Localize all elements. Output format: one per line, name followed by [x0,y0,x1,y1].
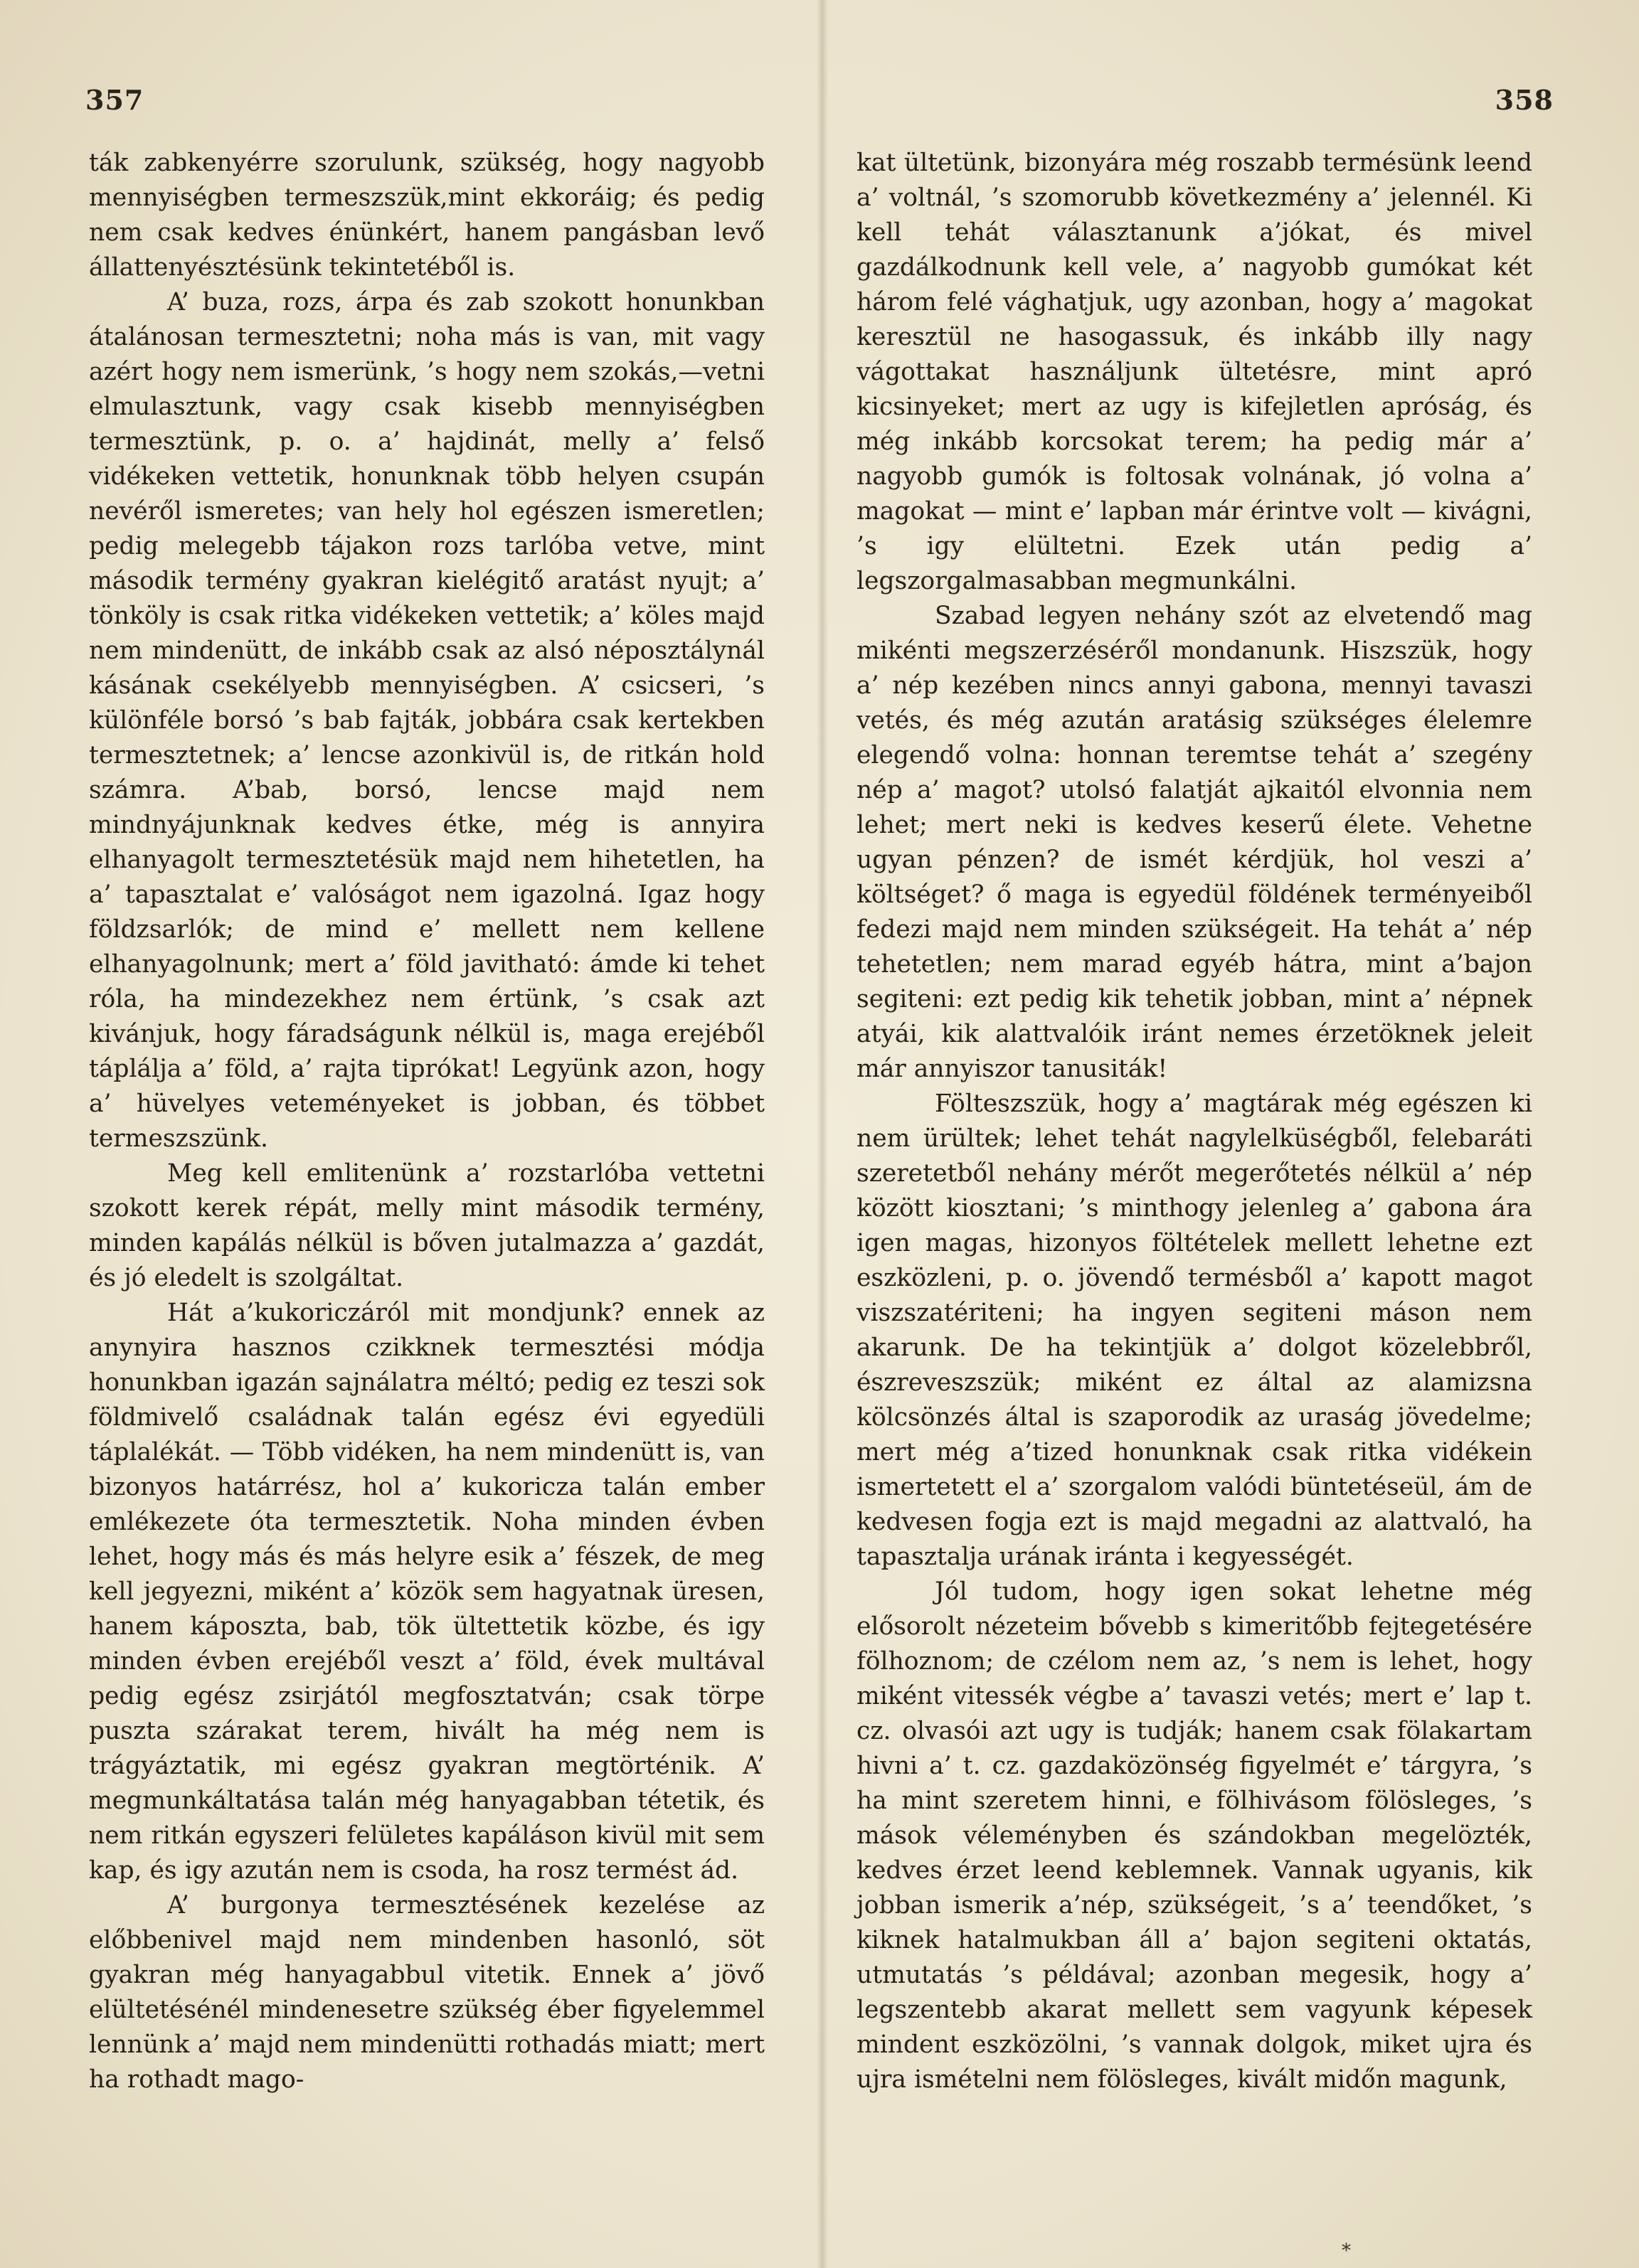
paragraph: Fölteszszük, hogy a’ magtárak még egészen ki nem ürültek; lehet tehát nagylelküségből, felebaráti szeretetből nehány mérőt megerőtetés nélkül a’ nép között kiosztani; ’s minthogy jelenleg a’ gabona ára igen magas, hizonyos föltételek mellett lehetne ezt eszközleni, p. o. jövendő termésből a’ kapott magot viszszatériteni; ha ingyen segiteni máson nem akarunk. De ha tekintjük a’ dolgot közelebbről, észreveszszük; miként ez által az alamizsna kölcsönzés által is szaporodik az uraság jövedelme; mert még a’tized honunknak csak ritka vidékein ismertetett el a’ szorgalom valódi büntetéseül, ám de kedvesen fogja ezt is majd megadni az alattvaló, ha tapasztalja urának iránta i kegyességét. [856,1090,1532,1571]
left-column [89,146,765,2097]
paragraph: ták zabkenyérre szorulunk, szükség, hogy nagyobb mennyiségben termeszszük,mint ekkoráig; és pedig nem csak kedves énünkért, hanem pangásban levő állattenyésztésünk tekintetéből is. [89,149,765,282]
paragraph: kat ültetünk, bizonyára még roszabb termésünk leend a’ voltnál, ’s szomorubb következmény a’ jelennél. Ki kell tehát választanunk a’jókat, és mivel gazdálkodnunk kell vele, a’ nagyobb gumókat két három felé vághatjuk, ugy azonban, hogy a’ magokat keresztül ne hasogassuk, és inkább illy nagy vágottakat használjunk ültetésre, mint apró kicsinyeket; mert az ugy is kifejletlen apróság, és még inkább korcsokat terem; ha pedig már a’ nagyobb gumók is foltosak volnának, jó volna a’ magokat — mint e’ lapban már érintve volt — kivágni, ’s igy elültetni. Ezek után pedig a’ legszorgalmasabban megmunkálni. [856,149,1532,595]
page-gutter [817,0,828,2268]
paragraph: Jól tudom, hogy igen sokat lehetne még elősorolt nézeteim bővebb s kimeritőbb fejtegetésére fölhoznom; de czélom nem az, ’s nem is lehet, hogy miként vitessék végbe a’ tavaszi vetés; mert e’ lap t. cz. olvasói azt ugy is tudják; hanem csak fölakartam hivni a’ t. cz. gazdaközönség figyelmét e’ tárgyra, ’s ha mint szeretem hinni, e fölhivásom fölösleges, ’s mások véleményben és szándokban megelözték, kedves érzet leend keblemnek. Vannak ugyanis, kik jobban ismerik a’nép, szükségeit, ’s a’ teendőket, ’s kiknek hatalmukban áll a’ bajon segiteni oktatás, utmutatás ’s példával; azonban megesik, hogy a’ legszentebb akarat mellett sem vagyunk képesek mindent eszközölni, ’s vannak dolgok, miket ujra és ujra ismételni nem fölösleges, kivált midőn magunk, [856,1577,1532,2094]
page-number-right: 358 [1495,84,1554,116]
signature-mark: * [1342,2240,1351,2262]
paragraph: Meg kell emlitenünk a’ rozstarlóba vettetni szokott kerek répát, melly mint második termény, minden kapálás nélkül is bőven jutalmazza a’ gazdát, és jó eledelt is szolgáltat. [89,1159,765,1292]
page-number-left: 357 [85,84,144,116]
paragraph: Szabad legyen nehány szót az elvetendő mag mikénti megszerzéséről mondanunk. Hiszszük, hogy a’ nép kezében nincs annyi gabona, mennyi tavaszi vetés, és még azután aratásig szükséges élelemre elegendő volna: honnan teremtse tehát a’ szegény nép a’ magot? utolsó falatját ajkaitól elvonnia nem lehet; mert neki is kedves keserű élete. Vehetne ugyan pénzen? de ismét kérdjük, hol veszi a’ költséget? ő maga is egyedül földének terményeiből fedezi majd nem minden szükségeit. Ha tehát a’ nép tehetetlen; nem marad egyéb hátra, mint a’bajon segiteni: ezt pedig kik tehetik jobban, mint a’ népnek atyái, kik alattvalóik iránt nemes érzetöknek jeleit már annyiszor tanusiták! [856,602,1532,1083]
paragraph: A’ burgonya termesztésének kezelése az előbbenivel majd nem mindenben hasonló, söt gyakran még hanyagabbul vitetik. Ennek a’ jövő elültetésénél mindenesetre szükség éber figyelemmel lennünk a’ majd nem mindenütti rothadás miatt; mert ha rothadt mago- [89,1891,765,2094]
paragraph: A’ buza, rozs, árpa és zab szokott honunkban átalánosan termesztetni; noha más is van, mit vagy azért hogy nem ismerünk, ’s hogy nem szokás,—vetni elmulasztunk, vagy csak kisebb mennyiségben termesztünk, p. o. a’ hajdinát, melly a’ felső vidékeken vettetik, honunknak több helyen csupán nevéről ismeretes; van hely hol egészen ismeretlen; pedig melegebb tájakon rozs tarlóba vetve, mint második termény gyakran kielégitő aratást nyujt; a’ tönköly is csak ritka vidékeken vettetik; a’ köles majd nem mindenütt, de inkább csak az alsó néposztálynál kásának csekélyebb mennyiségben. A’ csicseri, ’s különféle borsó ’s bab fajták, jobbára csak kertekben termesztetnek; a’ lencse azonkivül is, de ritkán hold számra. A’bab, borsó, lencse majd nem mindnyájunknak kedves étke, még is annyira elhanyagolt termesztetésük majd nem hihetetlen, ha a’ tapasztalat e’ valóságot nem igazolná. Igaz hogy földzsarlók; de mind e’ mellett nem kellene elhanyagolnunk; mert a’ föld javitható: ámde ki tehet róla, ha mindezekhez nem értünk, ’s csak azt kivánjuk, hogy fáradságunk nélkül is, maga erejéből táplálja a’ föld, a’ rajta tiprókat! Legyünk azon, hogy a’ hüvelyes veteményeket is jobban, és többet termeszszünk. [89,288,765,1153]
paragraph: Hát a’kukoriczáról mit mondjunk? ennek az anynyira hasznos czikknek termesztési módja honunkban igazán sajnálatra méltó; pedig ez teszi sok földmivelő családnak talán egész évi egyedüli táplalékát. — Több vidéken, ha nem mindenütt is, van bizonyos határrész, hol a’ kukoricza talán ember emlékezete óta termesztetik. Noha minden évben lehet, hogy más és más helyre esik a’ fészek, de meg kell jegyezni, miként a’ közök sem hagyatnak üresen, hanem káposzta, bab, tök ültettetik közbe, és igy minden évben erejéből veszt a’ föld, évek multával pedig egész zsirjától megfosztatván; csak törpe puszta szárakat terem, hivált ha még nem is trágyáztatik, mi egész gyakran megtörténik. A’ megmunkáltatása talán még hanyagabban tétetik, és nem ritkán egyszeri felületes kapáláson kivül mit sem kap, és igy azután nem is csoda, ha rosz termést ád. [89,1299,765,1885]
right-column [856,146,1532,2097]
